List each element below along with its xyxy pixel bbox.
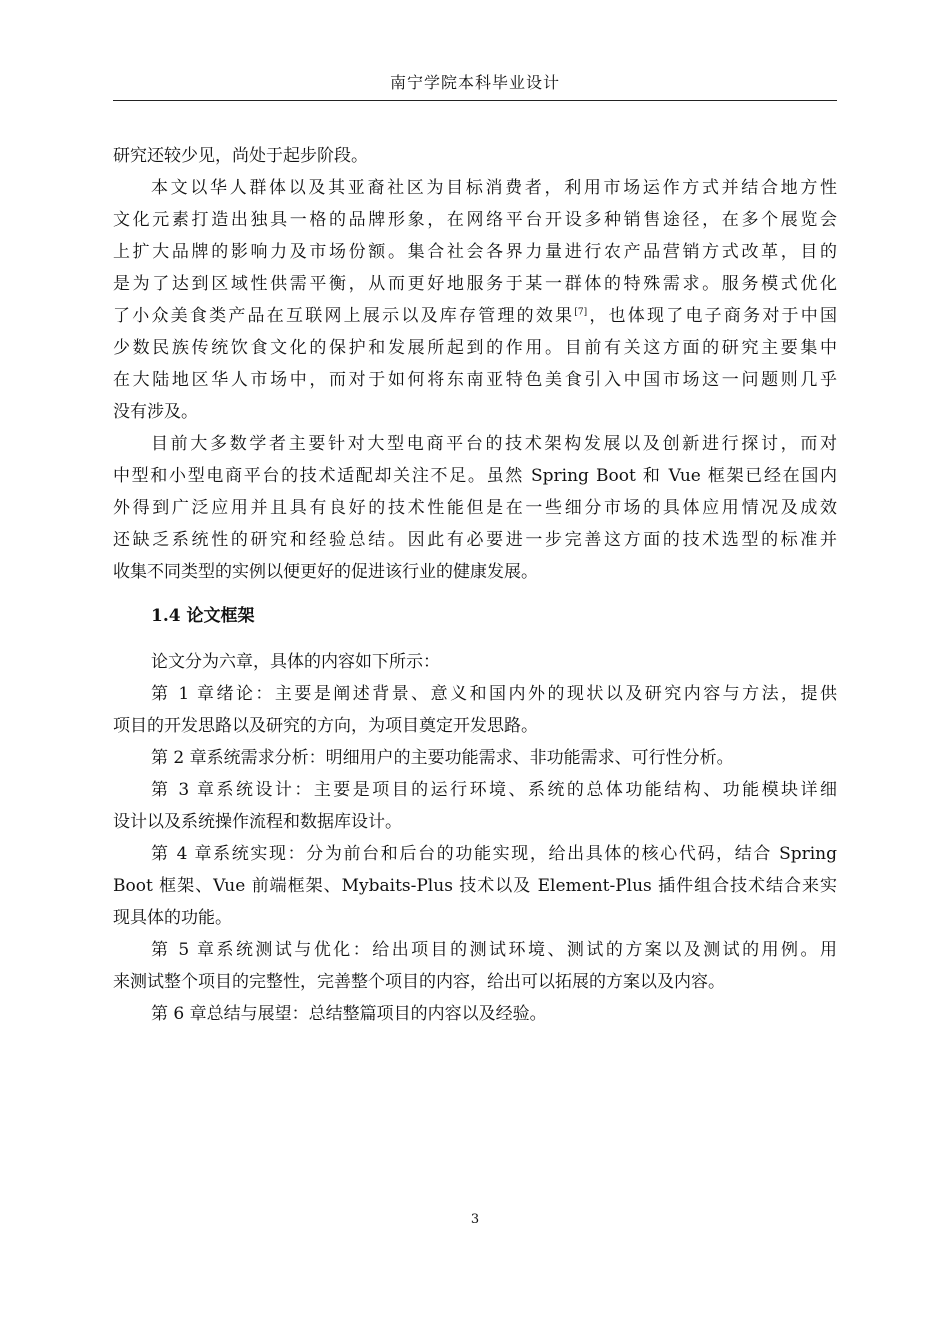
page-number: 3 [470,1212,480,1227]
chapter-5-description: 来测试整个项目的完整性，完善整个项目的内容，给出可以拓展的方案以及内容。 [113,972,725,992]
text-line [113,300,837,332]
chapter-5-description: 第 5 章系统测试与优化：给出项目的测试环境、测试的方案以及测试的用例。用 [151,940,837,960]
text-line: 收集不同类型的实例以便更好的促进该行业的健康发展。 [113,562,538,582]
paragraph-tech-research [113,428,837,588]
section-heading: 1.4 论文框架 [151,606,255,626]
text-line: 本文以华人群体以及其亚裔社区为目标消费者，利用市场运作方式并结合地方性 [151,178,837,198]
chapter-4-description: 第 4 章系统实现：分为前台和后台的功能实现，给出具体的核心代码，结合 Spring [151,844,837,864]
text-segment: 了小众美食类产品在互联网上展示以及库存管理的效果 [113,306,575,326]
text-line: 上扩大品牌的影响力及市场份额。集合社会各界力量进行农产品营销方式改革，目的 [113,242,837,262]
chapter-3-description: 设计以及系统操作流程和数据库设计。 [113,812,402,832]
text-line: 外得到广泛应用并且具有良好的技术性能但是在一些细分市场的具体应用情况及成效 [113,498,837,518]
paragraph-target-consumers [113,172,837,428]
chapter-4-description: 现具体的功能。 [113,908,232,928]
text-line: 目前大多数学者主要针对大型电商平台的技术架构发展以及创新进行探讨，而对 [151,434,837,454]
text-line: 在大陆地区华人市场中，而对于如何将东南亚特色美食引入中国市场这一问题则几乎 [113,370,837,390]
outline-intro: 论文分为六章，具体的内容如下所示： [151,652,440,672]
text-line: 还缺乏系统性的研究和经验总结。因此有必要进一步完善这方面的技术选型的标准并 [113,530,837,550]
text-line: 文化元素打造出独具一格的品牌形象，在网络平台开设多种销售途径，在多个展览会 [113,210,837,230]
header-divider [113,100,837,101]
citation-reference: [7] [574,307,588,318]
text-segment: ，也体现了电子商务对于中国 [587,306,837,326]
text-line: 少数民族传统饮食文化的保护和发展所起到的作用。目前有关这方面的研究主要集中 [113,338,837,358]
chapter-3-description: 第 3 章系统设计：主要是项目的运行环境、系统的总体功能结构、功能模块详细 [151,780,837,800]
text-line: 中型和小型电商平台的技术适配却关注不足。虽然 Spring Boot 和 Vue 框架已经在国内 [113,466,837,486]
chapter-1-description: 项目的开发思路以及研究的方向，为项目奠定开发思路。 [113,716,538,736]
paragraph-continuation: 研究还较少见，尚处于起步阶段。 [113,146,368,166]
chapter-2-description: 第 2 章系统需求分析：明细用户的主要功能需求、非功能需求、可行性分析。 [151,748,734,768]
chapter-outline [113,646,837,1030]
page-header-title: 南宁学院本科毕业设计 [389,73,560,92]
text-line: 没有涉及。 [113,402,198,422]
chapter-4-description: Boot 框架、Vue 前端框架、Mybaits-Plus 技术以及 Element-Plus 插件组合技术结合来实 [113,876,837,896]
chapter-6-description: 第 6 章总结与展望：总结整篇项目的内容以及经验。 [151,1004,547,1024]
document-body [113,140,837,1030]
chapter-1-description: 第 1 章绪论：主要是阐述背景、意义和国内外的现状以及研究内容与方法，提供 [151,684,837,704]
text-line: 是为了达到区域性供需平衡，从而更好地服务于某一群体的特殊需求。服务模式优化 [113,274,837,294]
